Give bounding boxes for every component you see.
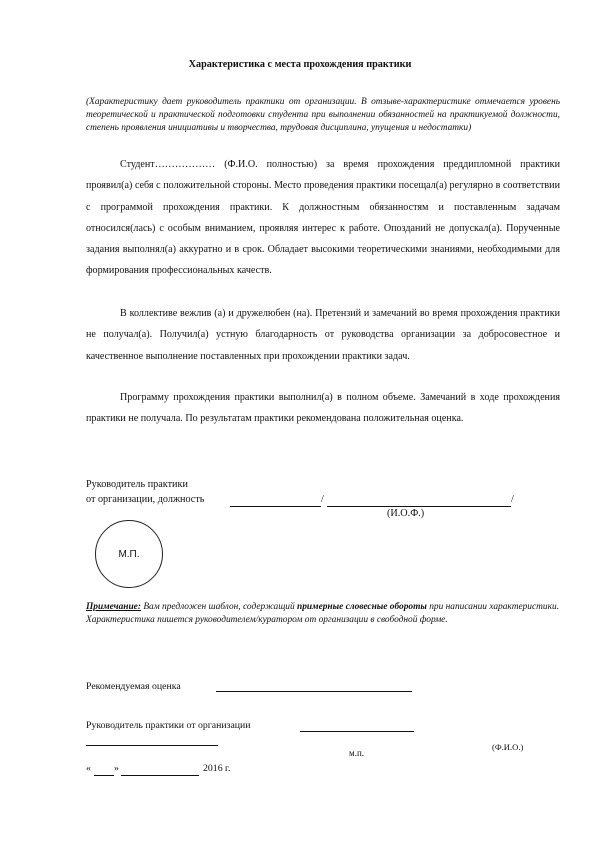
fio-label: (Ф.И.О.) — [492, 742, 524, 752]
stamp-label: М.П. — [118, 548, 140, 560]
remark-text-b: при написании характеристики. Характеристика пишется руководителем/куратором от организации в свободной форме. — [86, 602, 560, 626]
grade-field[interactable] — [216, 680, 412, 692]
remark-label: Примечание: — [86, 602, 141, 612]
remark-text-a: Вам предложен шаблон, содержащий — [140, 602, 298, 612]
date-month-field[interactable] — [121, 764, 199, 776]
signature-label-line2 — [86, 494, 204, 505]
remark-text-bold: примерные словесные обороты — [297, 602, 427, 612]
signature-field-name[interactable] — [327, 495, 511, 507]
date-year: 2016 г. — [203, 763, 231, 774]
stamp-circle — [95, 520, 163, 588]
supervisor-extra-field[interactable] — [86, 734, 218, 746]
date-day-field[interactable] — [94, 764, 114, 776]
signature-slash-1: / — [321, 494, 324, 505]
signature-field-position[interactable] — [230, 495, 321, 507]
document-title: Характеристика с места прохождения практики — [188, 59, 412, 70]
mp-label: м.п. — [349, 748, 365, 758]
supervisor-label: Руководитель практики от организации — [86, 720, 251, 731]
date-open-quote: « — [86, 763, 91, 774]
signature-slash-2: / — [511, 494, 514, 505]
date-close-quote: » — [114, 763, 119, 774]
paragraph-2: В коллективе вежлив (а) и дружелюбен (на). Претензий и замечаний во время прохождения практики не получал(а). Получил(а) устную благодарность от руководства организации за добросовестное и качественное выполнение поставленных при прохождении практики задач. — [86, 308, 560, 362]
remark-note — [86, 601, 566, 627]
paragraph-3: Программу прохождения практики выполнил(а) в полном объеме. Замечаний в ходе прохождения практики не получала. По результатам практики рекомендована положительная оценка. — [86, 392, 560, 425]
signature-position-label: от организации, должность — [86, 494, 205, 505]
name-caption: (И.О.Ф.) — [387, 508, 425, 519]
signature-label-line1: Руководитель практики — [86, 479, 188, 490]
paragraph-1: Студент……………… (Ф.И.О. полностью) за время прохождения преддипломной практики проявил(а) себя с положительной стороны. Место проведения практики посещал(а) регулярно в соответствии с программой прохождения практики. К должностным обязанностям и поставленным задачам относился(лась) с особым вниманием, проявляя интерес к работе. Опозданий не допускал(а). Порученные задания выполнял(а) аккуратно и в срок. Обладает высокими теоретическими знаниями, необходимыми для формирования профессиональных качеств. — [86, 159, 560, 277]
supervisor-signature-field[interactable] — [300, 720, 414, 732]
intro-note: (Характеристику дает руководитель практики от организации. В отзыве-характеристике отмечается уровень теоретической и практической подготовки студента при выполнении обязанностей на практикуемой должности, степень проявления инициативы и творчества, трудовая дисциплина, упущения и недостатки) — [86, 97, 560, 133]
grade-label: Рекомендуемая оценка — [86, 681, 181, 692]
